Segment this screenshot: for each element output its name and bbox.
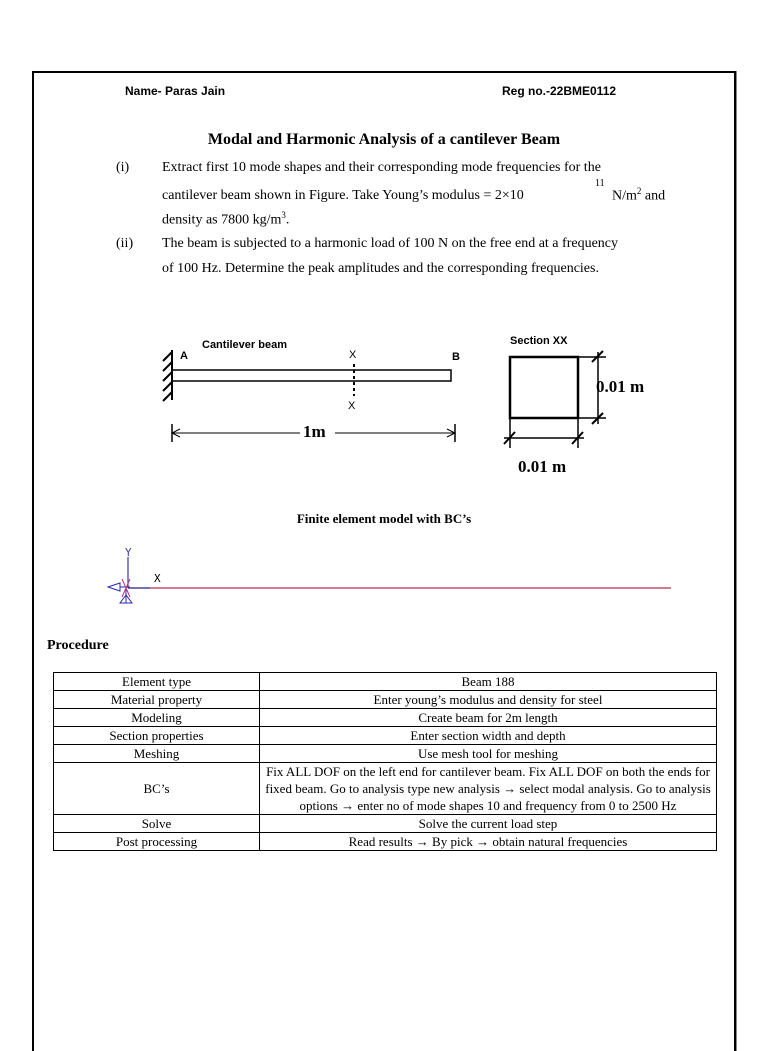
- step-name-cell: Meshing: [54, 745, 260, 763]
- step-name-cell: Solve: [54, 815, 260, 833]
- procedure-heading: Procedure: [47, 638, 109, 653]
- fe-axis-x-label: X: [154, 572, 161, 585]
- registration-number: Reg no.-22BME0112: [502, 84, 617, 98]
- question-1-line-2: cantilever beam shown in Figure. Take Young’s modulus = 2×10: [162, 188, 524, 203]
- width-label: 0.01 m: [518, 457, 567, 476]
- step-description-cell: Read results → By pick → obtain natural frequencies: [260, 833, 717, 851]
- beam-label: Cantilever beam: [202, 339, 287, 351]
- step-description-cell: Enter section width and depth: [260, 727, 717, 745]
- question-2-number: (ii): [116, 236, 134, 251]
- modulus-unit: $N/m^2$ and: [612, 186, 666, 204]
- question-1-number: (i): [116, 160, 130, 175]
- step-name-cell: Post processing: [54, 833, 260, 851]
- step-name-cell: BC’s: [54, 763, 260, 815]
- section-mark-bottom: X: [348, 400, 356, 412]
- step-name-cell: Section properties: [54, 727, 260, 745]
- section-mark-top: X: [349, 349, 357, 361]
- page-title: Modal and Harmonic Analysis of a cantilever Beam: [207, 131, 561, 148]
- beam: [172, 370, 451, 381]
- step-name-cell: Material property: [54, 691, 260, 709]
- student-name: Name- Paras Jain: [125, 84, 226, 98]
- length-label: 1m: [303, 422, 326, 441]
- point-b-label: B: [452, 351, 460, 363]
- table-row: [54, 815, 717, 833]
- fe-model-view: [100, 545, 680, 610]
- step-name-cell: Modeling: [54, 709, 260, 727]
- fe-axis-y-label: Y: [125, 546, 132, 559]
- table-row: [54, 833, 717, 851]
- step-description-cell: Create beam for 2m length: [260, 709, 717, 727]
- question-2-line-2: of 100 Hz. Determine the peak amplitudes and the corresponding frequencies.: [162, 261, 599, 276]
- section-title: Section XX: [510, 335, 568, 347]
- step-description-cell: Fix ALL DOF on the left end for cantilever beam. Fix ALL DOF on both the ends for fixed beam. Go to analysis type new analysis → select modal analysis. Go to analysis options → enter no of mode shapes 10 and frequency from 0 to 2500 Hz: [260, 763, 717, 815]
- table-row: [54, 709, 717, 727]
- point-a-label: A: [180, 350, 188, 362]
- step-name-cell: Element type: [54, 673, 260, 691]
- step-description-cell: Enter young’s modulus and density for steel: [260, 691, 717, 709]
- question-2-line-1: The beam is subjected to a harmonic load of 100 N on the free end at a frequency: [162, 236, 618, 251]
- fixed-support-symbol: [108, 579, 132, 603]
- modulus-exponent: 11: [595, 178, 605, 189]
- table-row: [54, 745, 717, 763]
- table-row: [54, 727, 717, 745]
- step-description-cell: Use mesh tool for meshing: [260, 745, 717, 763]
- fe-model-title: Finite element model with BC’s: [296, 511, 472, 526]
- table-row: [54, 763, 717, 815]
- procedure-table: [53, 672, 717, 851]
- height-label: 0.01 m: [596, 377, 645, 396]
- question-1-line-3: density as 7800 $kg/m^3$.: [162, 210, 290, 228]
- table-row: [54, 691, 717, 709]
- step-description-cell: Beam 188: [260, 673, 717, 691]
- section-square: [510, 357, 578, 418]
- step-description-cell: Solve the current load step: [260, 815, 717, 833]
- question-1-line-1: Extract first 10 mode shapes and their corresponding mode frequencies for the: [162, 160, 601, 175]
- table-row: [54, 673, 717, 691]
